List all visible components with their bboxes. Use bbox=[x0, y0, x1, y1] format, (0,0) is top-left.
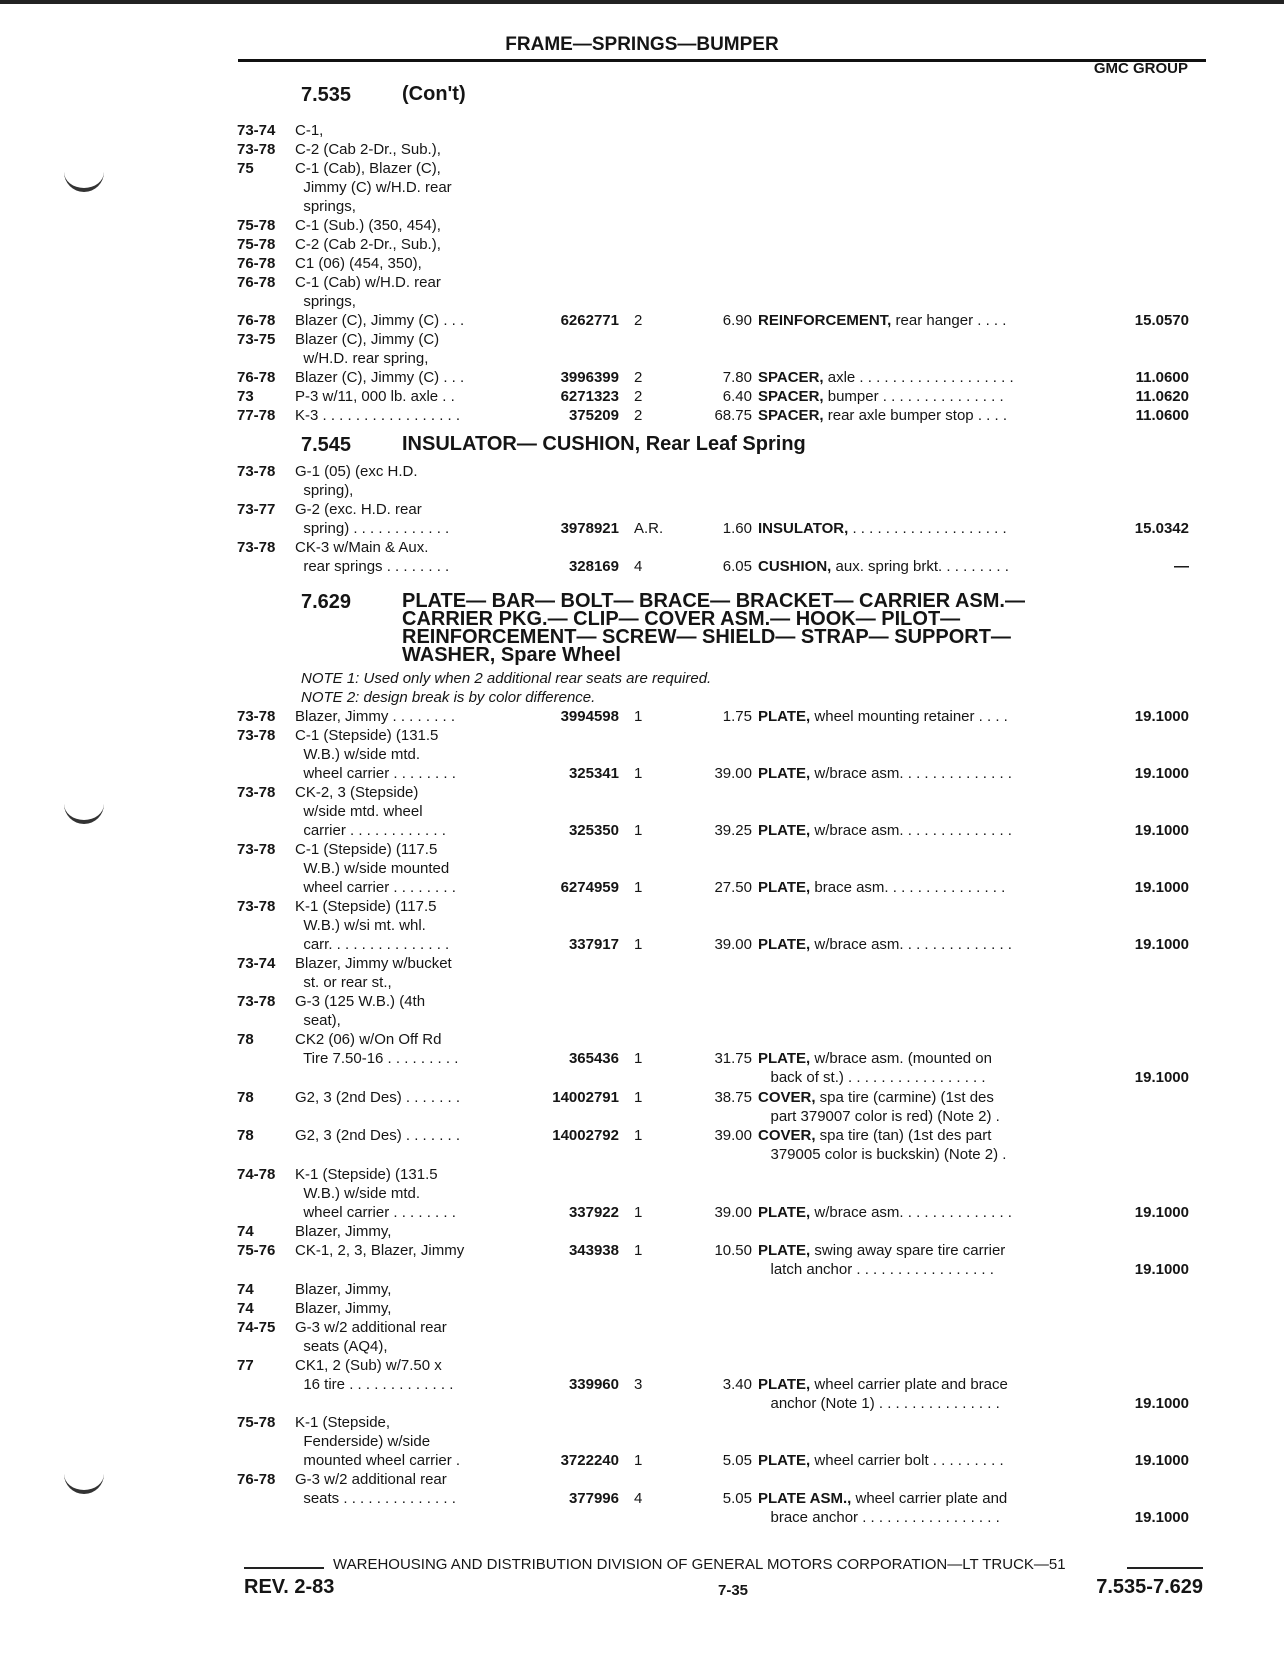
application: C-1 (Cab), Blazer (C), bbox=[295, 160, 441, 177]
part-description bbox=[758, 936, 1012, 954]
price: 3.40 bbox=[722, 1376, 752, 1393]
application: K-1 (Stepside, bbox=[295, 1414, 391, 1431]
model-years: 75-76 bbox=[237, 1242, 276, 1259]
part-detail: brace asm. . . . . . . . . . . . . . . bbox=[810, 879, 1006, 896]
part-description bbox=[758, 1490, 1007, 1508]
application: seats (AQ4), bbox=[295, 1338, 388, 1355]
part-detail: . . . . . . . . . . . . . . . . . . . bbox=[848, 520, 1007, 537]
page-number: 7-35 bbox=[718, 1582, 749, 1599]
application: CK-3 w/Main & Aux. bbox=[295, 539, 429, 556]
application: C-2 (Cab 2-Dr., Sub.), bbox=[295, 236, 441, 253]
section-number: 7.545 bbox=[301, 434, 352, 456]
part-detail: part 379007 color is red) (Note 2) . bbox=[758, 1108, 1000, 1125]
part-name: SPACER, bbox=[758, 388, 824, 405]
application: Fenderside) w/side bbox=[295, 1433, 431, 1450]
price: 5.05 bbox=[722, 1490, 752, 1507]
application: CK-2, 3 (Stepside) bbox=[295, 784, 419, 801]
price: 38.75 bbox=[714, 1089, 752, 1106]
part-description bbox=[758, 1108, 1000, 1126]
part-number: 337922 bbox=[568, 1204, 619, 1221]
model-years: 78 bbox=[237, 1089, 254, 1106]
page-title: FRAME—SPRINGS—BUMPER bbox=[505, 34, 779, 55]
part-detail: spa tire (tan) (1st des part bbox=[815, 1127, 992, 1144]
part-description bbox=[758, 879, 1005, 897]
part-name: PLATE, bbox=[758, 936, 811, 953]
part-name: PLATE ASM., bbox=[758, 1490, 852, 1507]
quantity: 1 bbox=[634, 936, 643, 953]
application: G-3 w/2 additional rear bbox=[295, 1471, 447, 1488]
application: W.B.) w/si mt. whl. bbox=[295, 917, 426, 934]
application: Blazer, Jimmy w/bucket bbox=[295, 955, 452, 972]
part-number: 328169 bbox=[568, 558, 619, 575]
part-description bbox=[758, 1089, 994, 1107]
part-detail: 379005 color is buckskin) (Note 2) . bbox=[758, 1146, 1007, 1163]
price: 39.00 bbox=[714, 936, 752, 953]
part-number: 375209 bbox=[568, 407, 619, 424]
part-number: 365436 bbox=[568, 1050, 619, 1067]
price: 1.75 bbox=[722, 708, 752, 725]
part-detail: w/brace asm. . . . . . . . . . . . . . bbox=[810, 822, 1012, 839]
application: W.B.) w/side mtd. bbox=[295, 746, 421, 763]
model-years: 77-78 bbox=[237, 407, 276, 424]
catalog-group-number: 11.0620 bbox=[1135, 388, 1189, 405]
part-description bbox=[758, 1050, 992, 1068]
catalog-group-number: 19.1000 bbox=[1134, 1452, 1189, 1469]
note-1: NOTE 1: Used only when 2 additional rear seats are required. bbox=[301, 670, 712, 687]
catalog-group-number: 19.1000 bbox=[1134, 822, 1189, 839]
application: C-1, bbox=[295, 122, 324, 139]
application: 16 tire . . . . . . . . . . . . . bbox=[295, 1376, 454, 1393]
part-description bbox=[758, 1395, 1000, 1413]
quantity: 1 bbox=[634, 1242, 643, 1259]
part-detail: w/brace asm. . . . . . . . . . . . . . bbox=[810, 765, 1012, 782]
part-detail: w/brace asm. (mounted on bbox=[810, 1050, 992, 1067]
quantity: 4 bbox=[634, 1490, 643, 1507]
model-years: 73-78 bbox=[237, 708, 276, 725]
part-description bbox=[758, 1146, 1006, 1164]
application: G-2 (exc. H.D. rear bbox=[295, 501, 422, 518]
section-title-line: WASHER, Spare Wheel bbox=[402, 644, 621, 666]
model-years: 74 bbox=[237, 1300, 254, 1317]
application: G2, 3 (2nd Des) . . . . . . . bbox=[295, 1127, 461, 1144]
price: 39.00 bbox=[714, 765, 752, 782]
part-description bbox=[758, 407, 1007, 425]
price: 6.05 bbox=[722, 558, 752, 575]
price: 6.90 bbox=[722, 312, 752, 329]
group-label: GMC GROUP bbox=[1093, 60, 1188, 77]
part-name: COVER, bbox=[758, 1089, 816, 1106]
quantity: 1 bbox=[634, 879, 643, 896]
quantity: 1 bbox=[634, 1089, 643, 1106]
application: spring) . . . . . . . . . . . . bbox=[295, 520, 450, 537]
part-detail: wheel carrier bolt . . . . . . . . . bbox=[810, 1452, 1004, 1469]
model-years: 75-78 bbox=[237, 1414, 276, 1431]
catalog-group-number: 19.1000 bbox=[1134, 1261, 1189, 1278]
quantity: 1 bbox=[634, 765, 643, 782]
part-name: PLATE, bbox=[758, 1204, 811, 1221]
part-detail: w/brace asm. . . . . . . . . . . . . . bbox=[810, 936, 1012, 953]
model-years: 78 bbox=[237, 1031, 254, 1048]
quantity: 1 bbox=[634, 1127, 643, 1144]
catalog-group-number: 11.0600 bbox=[1135, 407, 1189, 424]
application: carr. . . . . . . . . . . . . . . bbox=[295, 936, 450, 953]
note-2: NOTE 2: design break is by color difference. bbox=[301, 689, 596, 706]
model-years: 73-78 bbox=[237, 784, 276, 801]
part-number: 339960 bbox=[568, 1376, 619, 1393]
application: st. or rear st., bbox=[295, 974, 392, 991]
model-years: 73-75 bbox=[237, 331, 276, 348]
part-detail: back of st.) . . . . . . . . . . . . . . . . . bbox=[758, 1069, 986, 1086]
part-description bbox=[758, 1261, 994, 1279]
quantity: 2 bbox=[634, 312, 643, 329]
part-detail: bumper . . . . . . . . . . . . . . . bbox=[823, 388, 1004, 405]
application: springs, bbox=[295, 293, 356, 310]
model-years: 73-77 bbox=[237, 501, 276, 518]
model-years: 75-78 bbox=[237, 236, 276, 253]
application: seat), bbox=[295, 1012, 341, 1029]
part-description bbox=[758, 765, 1012, 783]
application: Blazer (C), Jimmy (C) bbox=[295, 331, 440, 348]
catalog-group-number: — bbox=[1174, 558, 1189, 575]
part-detail: latch anchor . . . . . . . . . . . . . . . . . bbox=[758, 1261, 994, 1278]
application: C-1 (Sub.) (350, 454), bbox=[295, 217, 441, 234]
section-title: INSULATOR— CUSHION, Rear Leaf Spring bbox=[402, 433, 806, 455]
part-description bbox=[758, 822, 1012, 840]
model-years: 78 bbox=[237, 1127, 254, 1144]
part-number: 3994598 bbox=[560, 708, 619, 725]
application: rear springs . . . . . . . . bbox=[295, 558, 450, 575]
part-detail: anchor (Note 1) . . . . . . . . . . . . . . . bbox=[758, 1395, 1000, 1412]
application: Blazer (C), Jimmy (C) . . . bbox=[295, 369, 465, 386]
part-detail: brace anchor . . . . . . . . . . . . . . . . . bbox=[758, 1509, 1000, 1526]
quantity: 3 bbox=[634, 1376, 643, 1393]
application: G2, 3 (2nd Des) . . . . . . . bbox=[295, 1089, 461, 1106]
part-detail: swing away spare tire carrier bbox=[810, 1242, 1006, 1259]
application: CK-1, 2, 3, Blazer, Jimmy bbox=[295, 1242, 465, 1259]
model-years: 73-78 bbox=[237, 463, 276, 480]
catalog-group-number: 19.1000 bbox=[1134, 1069, 1189, 1086]
quantity: 2 bbox=[634, 388, 643, 405]
model-years: 73-78 bbox=[237, 841, 276, 858]
quantity: 1 bbox=[634, 1452, 643, 1469]
model-years: 73-78 bbox=[237, 727, 276, 744]
part-description bbox=[758, 388, 1004, 406]
catalog-group-number: 19.1000 bbox=[1134, 879, 1189, 896]
section-title-line: REINFORCEMENT— SCREW— SHIELD— STRAP— SUPPORT— bbox=[402, 626, 1011, 648]
part-description bbox=[758, 369, 1014, 387]
application: C-1 (Stepside) (131.5 bbox=[295, 727, 439, 744]
part-number: 3722240 bbox=[560, 1452, 619, 1469]
price: 1.60 bbox=[722, 520, 752, 537]
part-description bbox=[758, 1127, 991, 1145]
model-years: 75-78 bbox=[237, 217, 276, 234]
part-description bbox=[758, 1204, 1012, 1222]
part-name: PLATE, bbox=[758, 765, 811, 782]
part-name: PLATE, bbox=[758, 1452, 811, 1469]
model-years: 76-78 bbox=[237, 1471, 276, 1488]
application: C-2 (Cab 2-Dr., Sub.), bbox=[295, 141, 441, 158]
price: 7.80 bbox=[722, 369, 752, 386]
part-number: 325350 bbox=[568, 822, 619, 839]
part-description bbox=[758, 1376, 1008, 1394]
application: W.B.) w/side mtd. bbox=[295, 1185, 421, 1202]
footer-rule-left bbox=[244, 1567, 324, 1569]
catalog-group-number: 19.1000 bbox=[1134, 765, 1189, 782]
part-description bbox=[758, 558, 1009, 576]
section-number: 7.535 bbox=[301, 84, 352, 106]
part-description bbox=[758, 1242, 1005, 1260]
part-detail: wheel carrier plate and brace bbox=[810, 1376, 1008, 1393]
quantity: 4 bbox=[634, 558, 643, 575]
part-detail: w/brace asm. . . . . . . . . . . . . . bbox=[810, 1204, 1012, 1221]
part-name: INSULATOR, bbox=[758, 520, 849, 537]
application: C-1 (Cab) w/H.D. rear bbox=[295, 274, 441, 291]
part-detail: wheel mounting retainer . . . . bbox=[810, 708, 1008, 725]
application: seats . . . . . . . . . . . . . . bbox=[295, 1490, 456, 1507]
part-description bbox=[758, 520, 1007, 538]
part-number: 337917 bbox=[568, 936, 619, 953]
price: 31.75 bbox=[714, 1050, 752, 1067]
model-years: 76-78 bbox=[237, 312, 276, 329]
top-rule bbox=[0, 0, 1284, 4]
quantity: 2 bbox=[634, 369, 643, 386]
part-name: PLATE, bbox=[758, 1242, 811, 1259]
quantity: 1 bbox=[634, 1204, 643, 1221]
part-detail: axle . . . . . . . . . . . . . . . . . . . bbox=[823, 369, 1014, 386]
part-number: 377996 bbox=[568, 1490, 619, 1507]
model-years: 73 bbox=[237, 388, 254, 405]
part-name: PLATE, bbox=[758, 1376, 811, 1393]
application: wheel carrier . . . . . . . . bbox=[295, 879, 456, 896]
price: 39.00 bbox=[714, 1127, 752, 1144]
application: carrier . . . . . . . . . . . . bbox=[295, 822, 446, 839]
model-years: 73-78 bbox=[237, 141, 276, 158]
application: w/H.D. rear spring, bbox=[295, 350, 429, 367]
part-number: 3978921 bbox=[560, 520, 619, 537]
part-name: PLATE, bbox=[758, 879, 811, 896]
part-detail: rear axle bumper stop . . . . bbox=[823, 407, 1007, 424]
binder-hole-mark bbox=[64, 172, 104, 192]
catalog-group-number: 11.0600 bbox=[1135, 369, 1189, 386]
part-number: 6274959 bbox=[560, 879, 619, 896]
model-years: 74 bbox=[237, 1223, 254, 1240]
catalog-group-number: 15.0342 bbox=[1134, 520, 1189, 537]
quantity: 1 bbox=[634, 1050, 643, 1067]
catalog-group-number: 19.1000 bbox=[1134, 1395, 1189, 1412]
part-number: 343938 bbox=[568, 1242, 619, 1259]
part-description bbox=[758, 708, 1008, 726]
model-years: 74-78 bbox=[237, 1166, 276, 1183]
application: springs, bbox=[295, 198, 356, 215]
application: C-1 (Stepside) (117.5 bbox=[295, 841, 438, 858]
application: Jimmy (C) w/H.D. rear bbox=[295, 179, 452, 196]
binder-hole-mark bbox=[64, 1474, 104, 1494]
application: P-3 w/11, 000 lb. axle . . bbox=[295, 388, 455, 405]
application: Blazer, Jimmy, bbox=[295, 1223, 392, 1240]
application: w/side mtd. wheel bbox=[295, 803, 423, 820]
footer-text: WAREHOUSING AND DISTRIBUTION DIVISION OF GENERAL MOTORS CORPORATION—LT TRUCK—51 bbox=[333, 1556, 1066, 1573]
price: 5.05 bbox=[722, 1452, 752, 1469]
price: 68.75 bbox=[714, 407, 752, 424]
catalog-group-number: 19.1000 bbox=[1134, 1204, 1189, 1221]
part-detail: spa tire (carmine) (1st des bbox=[815, 1089, 994, 1106]
application: wheel carrier . . . . . . . . bbox=[295, 765, 456, 782]
application: mounted wheel carrier . bbox=[295, 1452, 461, 1469]
model-years: 74-75 bbox=[237, 1319, 276, 1336]
quantity: 2 bbox=[634, 407, 643, 424]
model-years: 73-74 bbox=[237, 955, 276, 972]
price: 6.40 bbox=[722, 388, 752, 405]
model-years: 73-78 bbox=[237, 539, 276, 556]
application: wheel carrier . . . . . . . . bbox=[295, 1204, 456, 1221]
part-name: REINFORCEMENT, bbox=[758, 312, 892, 329]
section-range: 7.535-7.629 bbox=[1096, 1576, 1203, 1598]
catalog-group-number: 19.1000 bbox=[1134, 708, 1189, 725]
part-detail: rear hanger . . . . bbox=[891, 312, 1007, 329]
catalog-group-number: 19.1000 bbox=[1134, 1509, 1189, 1526]
application: Tire 7.50-16 . . . . . . . . . bbox=[295, 1050, 459, 1067]
application: C1 (06) (454, 350), bbox=[295, 255, 422, 272]
quantity: 1 bbox=[634, 708, 643, 725]
part-number: 14002792 bbox=[552, 1127, 619, 1144]
model-years: 76-78 bbox=[237, 274, 276, 291]
part-description bbox=[758, 1452, 1004, 1470]
part-description bbox=[758, 1069, 986, 1087]
application: Blazer (C), Jimmy (C) . . . bbox=[295, 312, 465, 329]
part-name: PLATE, bbox=[758, 708, 811, 725]
price: 27.50 bbox=[714, 879, 752, 896]
catalog-group-number: 19.1000 bbox=[1134, 936, 1189, 953]
application: K-1 (Stepside) (117.5 bbox=[295, 898, 437, 915]
part-number: 14002791 bbox=[552, 1089, 619, 1106]
application: spring), bbox=[295, 482, 354, 499]
section-title-line: PLATE— BAR— BOLT— BRACE— BRACKET— CARRIER ASM.— bbox=[402, 590, 1025, 612]
title-rule bbox=[238, 59, 1206, 62]
price: 10.50 bbox=[714, 1242, 752, 1259]
model-years: 76-78 bbox=[237, 255, 276, 272]
part-name: SPACER, bbox=[758, 407, 824, 424]
revision-label: REV. 2-83 bbox=[244, 1576, 335, 1598]
model-years: 73-74 bbox=[237, 122, 276, 139]
application: G-3 w/2 additional rear bbox=[295, 1319, 447, 1336]
part-detail: aux. spring brkt. . . . . . . . . bbox=[831, 558, 1009, 575]
model-years: 75 bbox=[237, 160, 254, 177]
model-years: 76-78 bbox=[237, 369, 276, 386]
catalog-group-number: 15.0570 bbox=[1134, 312, 1189, 329]
part-description bbox=[758, 312, 1006, 330]
part-name: COVER, bbox=[758, 1127, 816, 1144]
price: 39.25 bbox=[714, 822, 752, 839]
section-number: 7.629 bbox=[301, 591, 352, 613]
part-name: CUSHION, bbox=[758, 558, 832, 575]
application: G-3 (125 W.B.) (4th bbox=[295, 993, 426, 1010]
application: Blazer, Jimmy, bbox=[295, 1300, 392, 1317]
model-years: 73-78 bbox=[237, 898, 276, 915]
application: Blazer, Jimmy . . . . . . . . bbox=[295, 708, 456, 725]
part-number: 325341 bbox=[568, 765, 619, 782]
footer-rule-right bbox=[1127, 1567, 1203, 1569]
model-years: 77 bbox=[237, 1357, 254, 1374]
part-number: 3996399 bbox=[560, 369, 619, 386]
quantity: A.R. bbox=[634, 520, 664, 537]
application: W.B.) w/side mounted bbox=[295, 860, 450, 877]
model-years: 74 bbox=[237, 1281, 254, 1298]
binder-hole-mark bbox=[64, 804, 104, 824]
part-number: 6271323 bbox=[560, 388, 619, 405]
price: 39.00 bbox=[714, 1204, 752, 1221]
part-name: PLATE, bbox=[758, 822, 811, 839]
part-number: 6262771 bbox=[560, 312, 619, 329]
quantity: 1 bbox=[634, 822, 643, 839]
part-name: SPACER, bbox=[758, 369, 824, 386]
part-description bbox=[758, 1509, 1000, 1527]
application: K-3 . . . . . . . . . . . . . . . . . bbox=[295, 407, 461, 424]
model-years: 73-78 bbox=[237, 993, 276, 1010]
application: K-1 (Stepside) (131.5 bbox=[295, 1166, 438, 1183]
application: Blazer, Jimmy, bbox=[295, 1281, 392, 1298]
part-name: PLATE, bbox=[758, 1050, 811, 1067]
part-detail: wheel carrier plate and bbox=[851, 1490, 1008, 1507]
application: CK1, 2 (Sub) w/7.50 x bbox=[295, 1357, 442, 1374]
section-title-line: CARRIER PKG.— CLIP— COVER ASM.— HOOK— PILOT— bbox=[402, 608, 961, 630]
application: CK2 (06) w/On Off Rd bbox=[295, 1031, 442, 1048]
application: G-1 (05) (exc H.D. bbox=[295, 463, 418, 480]
section-title: (Con't) bbox=[402, 83, 466, 105]
